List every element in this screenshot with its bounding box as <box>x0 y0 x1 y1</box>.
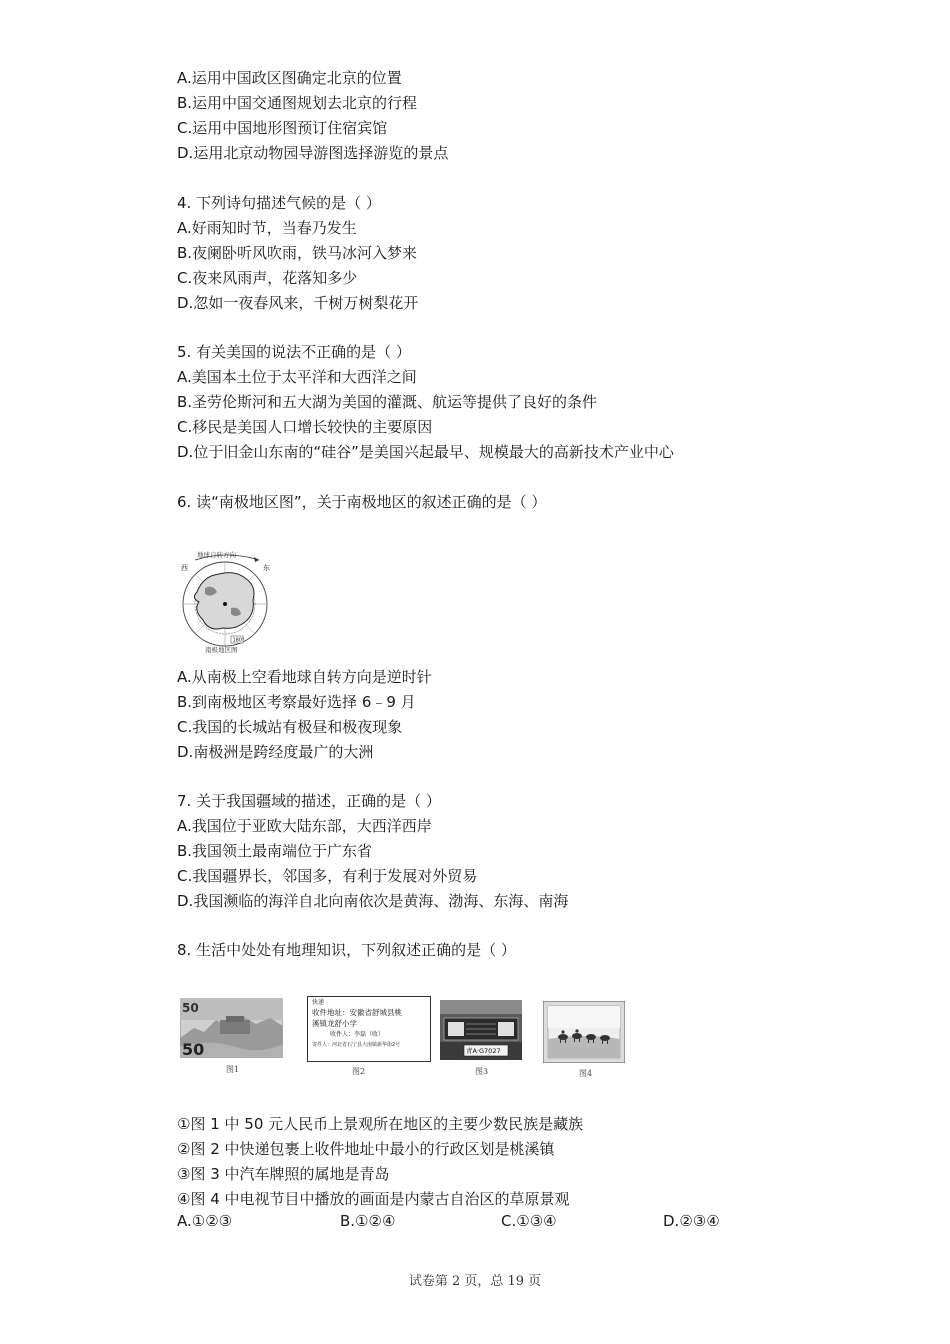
q8-choice-c: C.①③④ <box>501 1212 557 1230</box>
q5-option-d: D.位于旧金山东南的“硅谷”是美国兴起最早、规模最大的高新技术产业中心 <box>177 443 674 461</box>
figure-3-caption: 图3 <box>475 1067 489 1076</box>
q8-statement-4: ④图 4 中电视节目中播放的画面是内蒙古自治区的草原景观 <box>177 1190 570 1208</box>
parcel-label-recipient: 收件人：李磊（收） <box>330 1031 385 1038</box>
parcel-label-sender: 寄件人：河北省石宁县大南镇新华街2号 <box>312 1042 401 1048</box>
q3-option-d: D.运用北京动物园导游图选择游览的景点 <box>177 144 449 162</box>
q7-option-c: C.我国疆界长，邻国多，有利于发展对外贸易 <box>177 867 478 885</box>
parcel-label-address-1: 收件地址：安徽省舒城县桃 <box>312 1008 402 1017</box>
q7-stem: 7. 关于我国疆域的描述，正确的是（ ） <box>177 792 441 810</box>
map-caption: 南极地区图 <box>205 646 238 654</box>
q6-option-c: C.我国的长城站有极昼和极夜现象 <box>177 718 403 736</box>
map-west-label: 西 <box>181 564 188 572</box>
map-rotation-label: 地球自转方向 <box>197 551 236 559</box>
banknote-image <box>180 998 283 1058</box>
q5-option-a: A.美国本土位于太平洋和大西洋之间 <box>177 368 417 386</box>
q4-option-c: C.夜来风雨声，花落知多少 <box>177 269 358 287</box>
q8-stem: 8. 生活中处处有地理知识，下列叙述正确的是（ ） <box>177 941 516 959</box>
antarctic-map-figure <box>175 548 275 654</box>
map-lon-label: 180° <box>232 637 245 644</box>
q6-stem: 6. 读“南极地区图”，关于南极地区的叙述正确的是（ ） <box>177 493 547 511</box>
q6-option-d: D.南极洲是跨经度最广的大洲 <box>177 743 374 761</box>
q3-option-c: C.运用中国地形图预订住宿宾馆 <box>177 119 388 137</box>
q3-option-a: A.运用中国政区图确定北京的位置 <box>177 69 402 87</box>
car-front-image <box>440 1000 522 1060</box>
page-footer: 试卷第 2 页，总 19 页 <box>408 1274 542 1289</box>
q8-statement-2: ②图 2 中快递包裹上收件地址中最小的行政区划是桃溪镇 <box>177 1140 555 1158</box>
parcel-label-address-2: 溪镇龙舒小学 <box>312 1019 357 1028</box>
car-plate-number: 青A·G7027 <box>466 1047 501 1055</box>
figure-4-caption: 图4 <box>579 1069 593 1078</box>
q8-statement-3: ③图 3 中汽车牌照的属地是青岛 <box>177 1165 390 1183</box>
antarctic-map <box>175 548 275 654</box>
figure-3-car-front <box>440 1000 522 1060</box>
figure-1-caption: 图1 <box>226 1065 240 1074</box>
q5-option-b: B.圣劳伦斯河和五大湖为美国的灌溉、航运等提供了良好的条件 <box>177 393 598 411</box>
parcel-label-express: 快递 <box>312 999 325 1006</box>
banknote-denomination-top: 50 <box>182 1001 199 1015</box>
q4-option-b: B.夜阑卧听风吹雨，铁马冰河入梦来 <box>177 244 418 262</box>
q4-option-d: D.忽如一夜春风来，千树万树梨花开 <box>177 294 419 312</box>
q8-choice-a: A.①②③ <box>177 1212 233 1230</box>
tv-screen-image <box>543 1001 625 1063</box>
figure-2-caption: 图2 <box>352 1067 366 1076</box>
q3-option-b: B.运用中国交通图规划去北京的行程 <box>177 94 418 112</box>
q8-choice-b: B.①②④ <box>340 1212 396 1230</box>
q7-option-a: A.我国位于亚欧大陆东部，大西洋西岸 <box>177 817 432 835</box>
q8-choice-d: D.②③④ <box>663 1212 720 1230</box>
q6-option-a: A.从南极上空看地球自转方向是逆时针 <box>177 668 432 686</box>
q4-stem: 4. 下列诗句描述气候的是（ ） <box>177 194 381 212</box>
q5-option-c: C.移民是美国人口增长较快的主要原因 <box>177 418 433 436</box>
banknote-denomination-bottom: 50 <box>182 1040 205 1058</box>
map-east-label: 东 <box>263 564 270 572</box>
q5-stem: 5. 有关美国的说法不正确的是（ ） <box>177 343 411 361</box>
q6-option-b: B.到南极地区考察最好选择 6﹣9 月 <box>177 693 416 711</box>
figure-4-tv-screen <box>543 1001 625 1063</box>
q8-statement-1: ①图 1 中 50 元人民币上景观所在地区的主要少数民族是藏族 <box>177 1115 584 1133</box>
q4-option-a: A.好雨知时节，当春乃发生 <box>177 219 357 237</box>
figure-2-parcel-label <box>307 996 431 1062</box>
q7-option-d: D.我国濒临的海洋自北向南依次是黄海、渤海、东海、南海 <box>177 892 569 910</box>
figure-1-banknote <box>180 998 283 1058</box>
q7-option-b: B.我国领土最南端位于广东省 <box>177 842 373 860</box>
